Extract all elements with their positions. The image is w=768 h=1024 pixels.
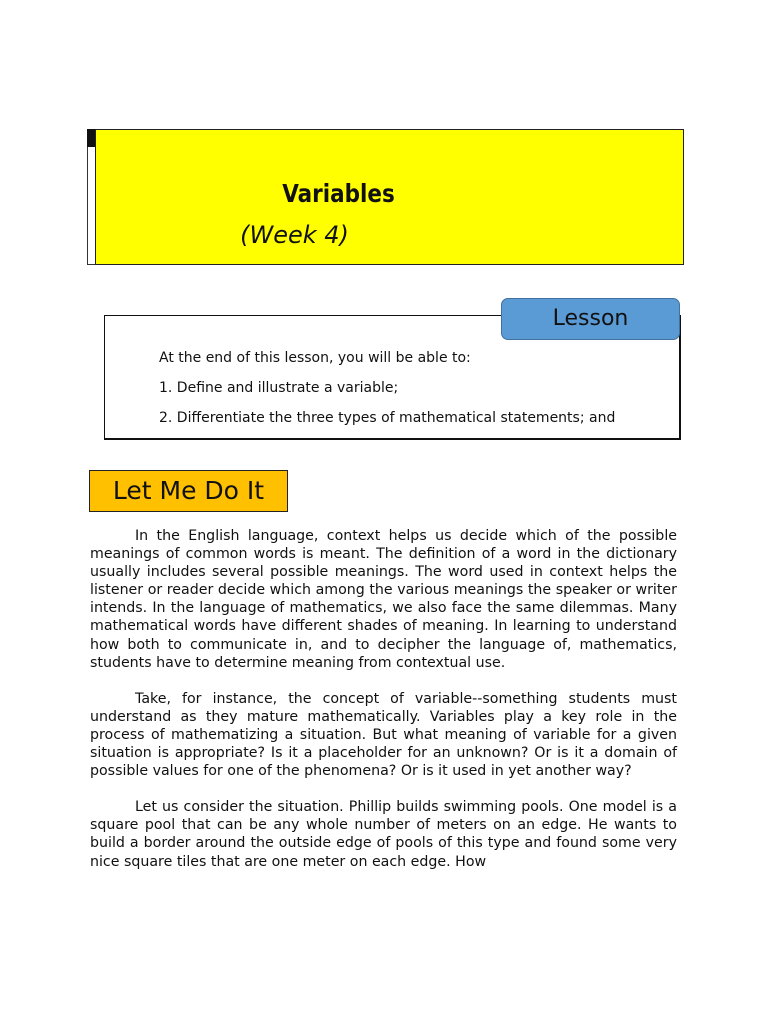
objectives-intro: At the end of this lesson, you will be able to: bbox=[159, 350, 471, 366]
lesson-title-banner bbox=[95, 129, 684, 265]
lesson-body-text bbox=[90, 527, 677, 889]
body-paragraph: In the English language, context helps us decide which of the possible meanings of common words is meant. The definition of a word in the dictionary usually includes several possible meanings. The word used in context helps the listener or reader decide which among the various meanings the speaker or writer intends. In the language of mathematics, we also face the same dilemmas. Many mathematical words have different shades of meaning. In learning to understand how both to communicate in, and to decipher the language of, mathematics, students have to determine meaning from contextual use. bbox=[90, 528, 677, 671]
lesson-week: (Week 4) bbox=[240, 221, 349, 249]
objective-item: 2. Differentiate the three types of mathematical statements; and bbox=[159, 410, 616, 426]
body-paragraph: Take, for instance, the concept of variable--something students must understand as they mature mathematically. Variables play a key role in the process of mathematizing a situation. But what meaning of variable for a given situation is appropriate? Is it a placeholder for an unknown? Or is it a domain of possible values for one of the phenomena? Or is it used in yet another way? bbox=[90, 690, 677, 780]
objectives-list bbox=[159, 350, 674, 440]
objective-item: 1. Define and illustrate a variable; bbox=[159, 380, 399, 396]
body-paragraph: Let us consider the situation. Phillip builds swimming pools. One model is a square pool that can be any whole number of meters on an edge. He wants to build a border around the outside edge of pools of this type and found some very nice square tiles that are one meter on each edge. How bbox=[90, 799, 677, 870]
lesson-topic: Variables bbox=[282, 179, 395, 208]
section-heading: Let Me Do It bbox=[89, 470, 288, 512]
objectives-tab-label: Lesson bbox=[501, 298, 680, 340]
